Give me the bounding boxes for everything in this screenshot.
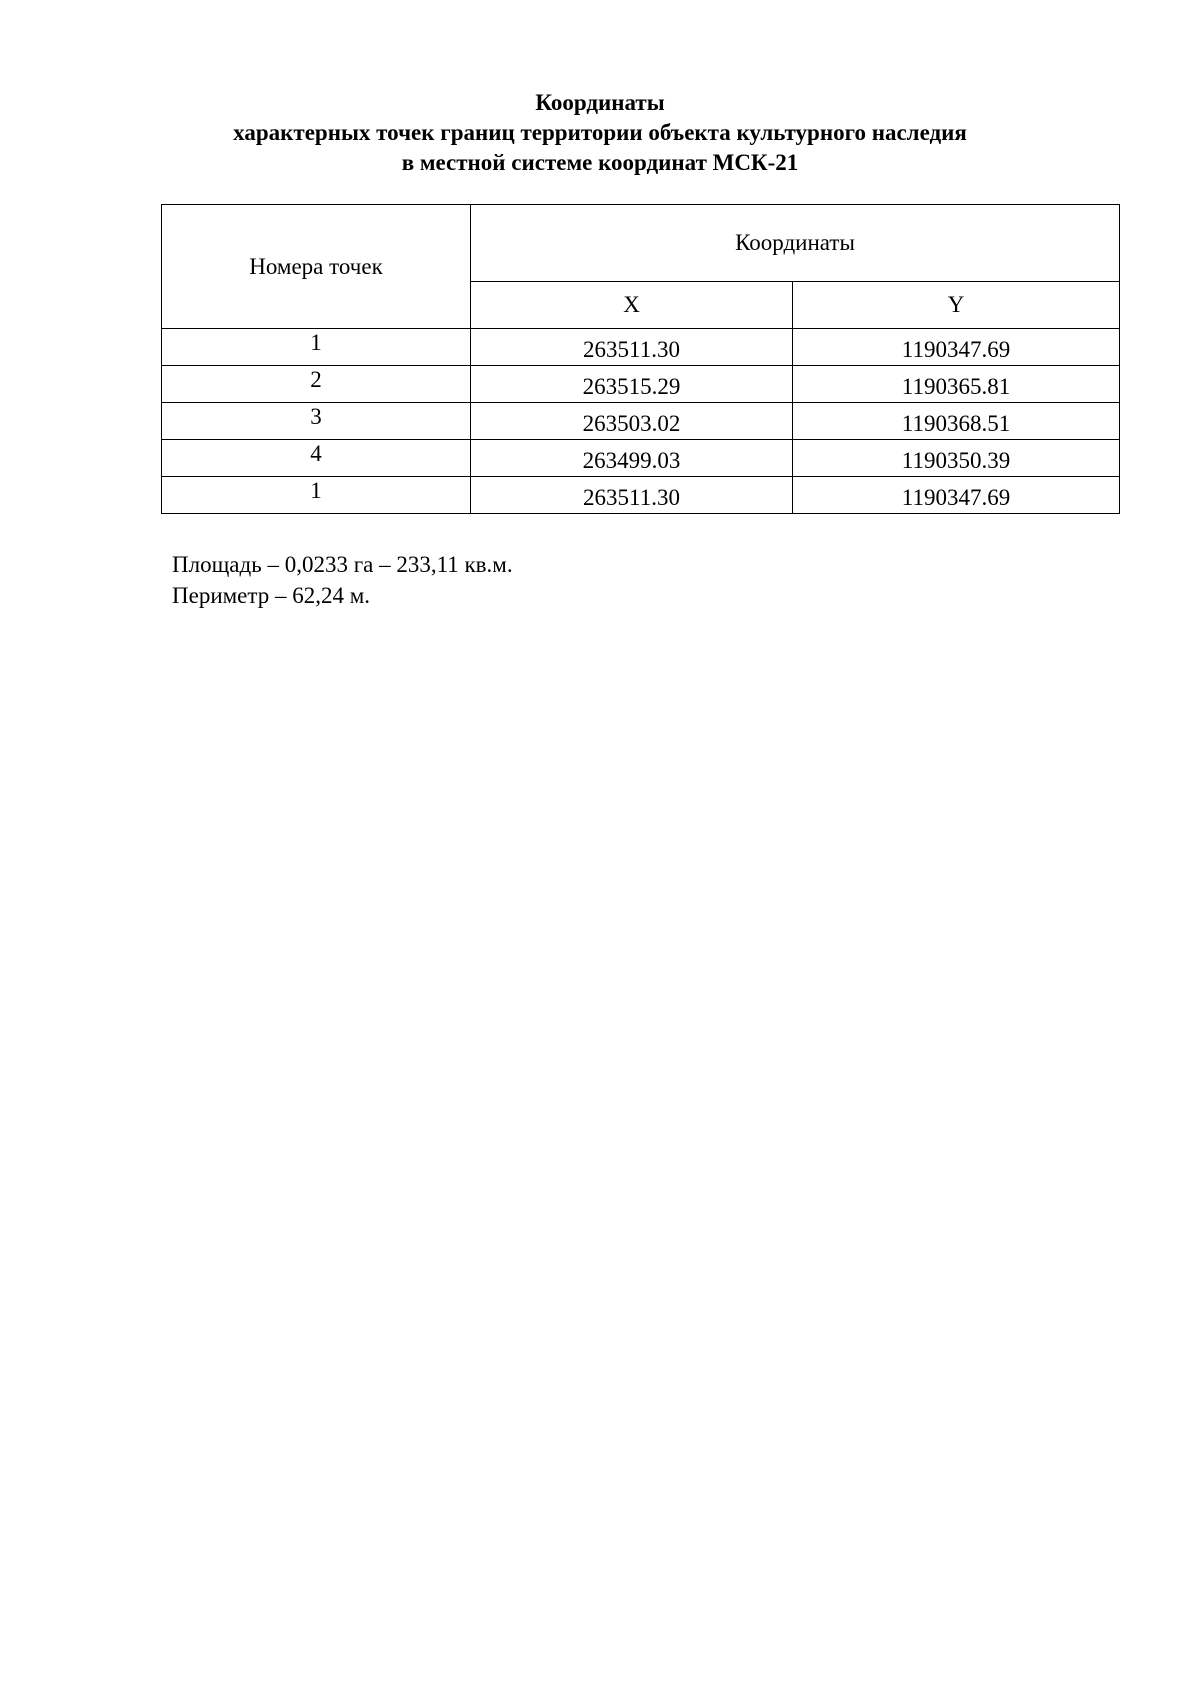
title-line-2: характерных точек границ территории объекта культурного наследия (233, 120, 967, 145)
table-row (162, 440, 1120, 477)
x-coordinate-cell: 263503.02 (471, 403, 793, 440)
table-row (162, 366, 1120, 403)
y-coordinate-cell: 1190347.69 (793, 329, 1120, 366)
table-row (162, 329, 1120, 366)
document-title (0, 88, 1200, 178)
x-coordinate-cell: 263511.30 (471, 477, 793, 514)
x-coordinate-cell: 263511.30 (471, 329, 793, 366)
point-number-cell: 1 (162, 477, 471, 514)
table-row (162, 403, 1120, 440)
x-coordinate-cell: 263499.03 (471, 440, 793, 477)
header-coordinates: Координаты (471, 205, 1120, 282)
point-number-cell: 3 (162, 403, 471, 440)
point-number-cell: 4 (162, 440, 471, 477)
x-coordinate-cell: 263515.29 (471, 366, 793, 403)
header-x: X (471, 281, 793, 328)
coordinates-table (161, 204, 1120, 514)
y-coordinate-cell: 1190368.51 (793, 403, 1120, 440)
y-coordinate-cell: 1190365.81 (793, 366, 1120, 403)
table-row (162, 477, 1120, 514)
point-number-cell: 2 (162, 366, 471, 403)
header-point-numbers: Номера точек (162, 205, 471, 329)
perimeter-text: Периметр – 62,24 м. (172, 583, 371, 608)
area-text: Площадь – 0,0233 га – 233,11 кв.м. (172, 552, 513, 577)
title-line-1: Координаты (535, 90, 665, 115)
point-number-cell: 1 (162, 329, 471, 366)
y-coordinate-cell: 1190347.69 (793, 477, 1120, 514)
y-coordinate-cell: 1190350.39 (793, 440, 1120, 477)
header-y: Y (793, 281, 1120, 328)
title-line-3: в местной системе координат МСК-21 (401, 150, 799, 175)
summary-block (172, 549, 513, 611)
